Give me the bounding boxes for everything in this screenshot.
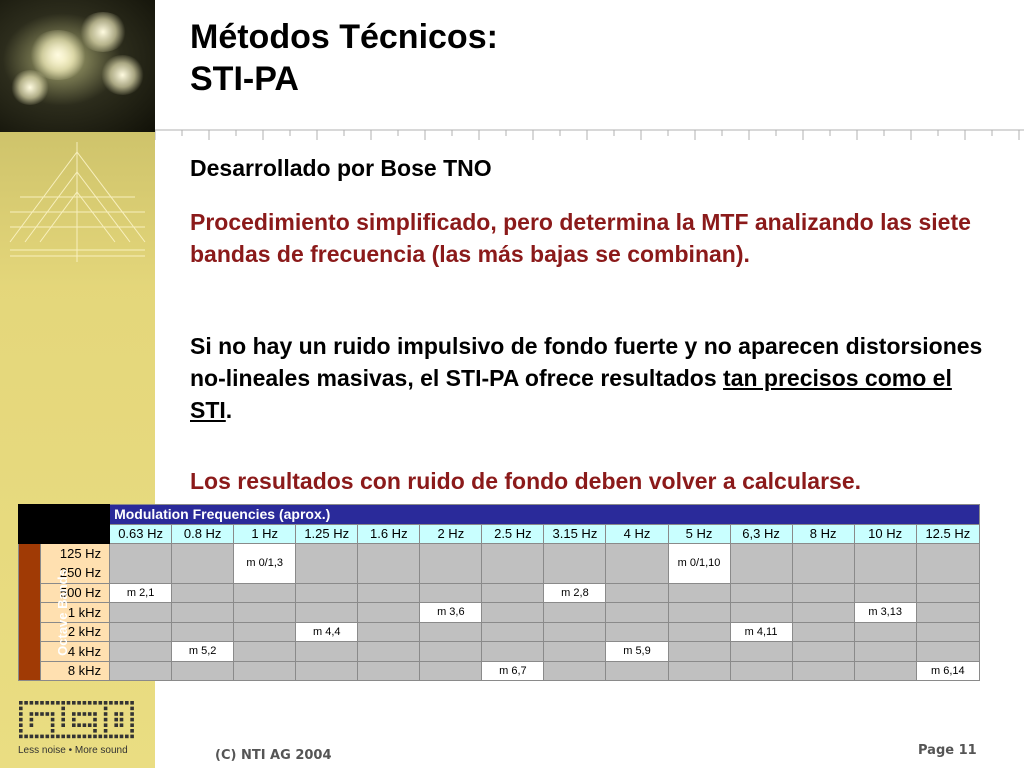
modulation-frequencies-header: Modulation Frequencies (aprox.) <box>110 505 980 525</box>
frequency-header: 3.15 Hz <box>544 524 606 544</box>
title-line-2: STI-PA <box>190 60 299 98</box>
modulation-cell-active: m 5,9 <box>606 642 668 662</box>
frequency-header: 6,3 Hz <box>730 524 792 544</box>
modulation-cell <box>296 661 358 681</box>
modulation-cell <box>296 642 358 662</box>
modulation-cell <box>234 622 296 642</box>
frequency-header: 5 Hz <box>668 524 730 544</box>
modulation-cell <box>544 603 606 623</box>
modulation-cell <box>730 661 792 681</box>
modulation-cell <box>482 544 544 584</box>
footer-copyright: (C) NTI AG 2004 <box>215 748 332 763</box>
modulation-frequency-table <box>18 504 980 681</box>
modulation-cell-active: m 6,7 <box>482 661 544 681</box>
modulation-cell <box>792 661 854 681</box>
modulation-cell <box>668 622 730 642</box>
modulation-cell <box>916 544 979 584</box>
modulation-cell <box>482 583 544 603</box>
modulation-cell <box>916 583 979 603</box>
precision-end: . <box>225 397 233 423</box>
modulation-cell <box>606 583 668 603</box>
band-label: 1 kHz <box>41 603 110 623</box>
modulation-cell <box>358 642 420 662</box>
band-label: 2 kHz <box>41 622 110 642</box>
modulation-cell <box>110 661 172 681</box>
modulation-cell <box>606 544 668 584</box>
modulation-cell <box>854 661 916 681</box>
modulation-cell <box>110 642 172 662</box>
octave-bands-label <box>19 544 70 681</box>
octave-bands-text: Octave Bands <box>54 568 70 656</box>
modulation-cell <box>854 583 916 603</box>
modulation-cell-active: m 4,11 <box>730 622 792 642</box>
modulation-cell <box>234 603 296 623</box>
title-line-1: Métodos Técnicos: <box>190 18 498 56</box>
modulation-cell <box>358 544 420 584</box>
modulation-cell <box>668 642 730 662</box>
modulation-cell <box>482 622 544 642</box>
modulation-cell <box>172 583 234 603</box>
footer-page-number: Page 11 <box>918 743 977 758</box>
modulation-cell <box>482 603 544 623</box>
decorative-photo <box>0 0 155 132</box>
modulation-cell <box>420 661 482 681</box>
modulation-cell <box>544 642 606 662</box>
precision-underlined: tan precisos como el STI <box>190 365 952 423</box>
modulation-cell <box>110 603 172 623</box>
modulation-cell <box>916 622 979 642</box>
modulation-cell <box>296 544 358 584</box>
modulation-cell <box>606 622 668 642</box>
modulation-cell <box>420 622 482 642</box>
modulation-cell <box>358 603 420 623</box>
modulation-cell <box>668 661 730 681</box>
frequency-header: 1.6 Hz <box>358 524 420 544</box>
band-label: 8 kHz <box>41 661 110 681</box>
modulation-cell <box>420 583 482 603</box>
logo-tagline: Less noise • More sound <box>18 745 128 756</box>
modulation-cell <box>172 661 234 681</box>
modulation-cell-active: m 6,14 <box>916 661 979 681</box>
modulation-cell <box>110 544 172 584</box>
modulation-cell-active: m 4,4 <box>296 622 358 642</box>
slide-title <box>190 16 498 100</box>
modulation-cell <box>916 603 979 623</box>
modulation-cell <box>172 544 234 584</box>
band-label: 500 Hz <box>41 583 110 603</box>
modulation-cell <box>358 622 420 642</box>
modulation-cell <box>606 661 668 681</box>
table-corner <box>19 505 110 544</box>
frequency-header: 1.25 Hz <box>296 524 358 544</box>
frequency-header: 2.5 Hz <box>482 524 544 544</box>
modulation-cell <box>296 583 358 603</box>
modulation-cell <box>916 642 979 662</box>
frequency-header: 12.5 Hz <box>916 524 979 544</box>
ruler-decoration <box>155 126 1024 148</box>
precision-text: Si no hay un ruido impulsivo de fondo fuerte y no aparecen distorsiones no-lineales masivas, el STI-PA ofrece resultados <box>190 333 983 391</box>
frequency-header: 10 Hz <box>854 524 916 544</box>
grid-decoration-icon <box>0 132 155 272</box>
modulation-cell <box>606 603 668 623</box>
paragraph-developer: Desarrollado por Bose TNO <box>190 155 492 181</box>
modulation-cell <box>854 622 916 642</box>
modulation-cell <box>854 642 916 662</box>
modulation-cell <box>792 642 854 662</box>
frequency-header: 2 Hz <box>420 524 482 544</box>
modulation-cell <box>110 622 172 642</box>
modulation-cell <box>854 544 916 584</box>
modulation-cell <box>544 661 606 681</box>
modulation-cell-active: m 3,6 <box>420 603 482 623</box>
modulation-cell <box>792 583 854 603</box>
modulation-cell <box>172 603 234 623</box>
modulation-cell <box>420 544 482 584</box>
modulation-cell-active: m 0/1,10 <box>668 544 730 584</box>
modulation-cell-active: m 5,2 <box>172 642 234 662</box>
frequency-header: 4 Hz <box>606 524 668 544</box>
modulation-cell <box>420 642 482 662</box>
modulation-cell <box>668 583 730 603</box>
modulation-cell-active: m 0/1,3 <box>234 544 296 584</box>
modulation-cell <box>358 661 420 681</box>
modulation-cell <box>792 544 854 584</box>
modulation-cell <box>172 622 234 642</box>
modulation-cell <box>730 603 792 623</box>
frequency-header: 0.8 Hz <box>172 524 234 544</box>
nti-logo <box>18 700 136 748</box>
modulation-cell-active: m 3,13 <box>854 603 916 623</box>
modulation-cell <box>544 622 606 642</box>
modulation-cell <box>792 603 854 623</box>
frequency-header: 8 Hz <box>792 524 854 544</box>
modulation-cell <box>296 603 358 623</box>
modulation-cell <box>730 544 792 584</box>
band-label: 4 kHz <box>41 642 110 662</box>
band-label: 125 Hz 250 Hz <box>41 544 110 584</box>
modulation-cell <box>482 642 544 662</box>
modulation-cell-active: m 2,8 <box>544 583 606 603</box>
modulation-cell <box>544 544 606 584</box>
modulation-cell <box>668 603 730 623</box>
modulation-cell <box>730 642 792 662</box>
paragraph-recalculate: Los resultados con ruido de fondo deben volver a calcularse. <box>190 468 861 494</box>
frequency-header: 1 Hz <box>234 524 296 544</box>
modulation-cell <box>730 583 792 603</box>
modulation-cell <box>358 583 420 603</box>
modulation-cell <box>234 661 296 681</box>
modulation-cell <box>234 583 296 603</box>
frequency-header: 0.63 Hz <box>110 524 172 544</box>
modulation-cell <box>792 622 854 642</box>
paragraph-precision <box>190 330 1000 426</box>
paragraph-procedure: Procedimiento simplificado, pero determina la MTF analizando las siete bandas de frecuencia (las más bajas se combinan). <box>190 209 971 267</box>
modulation-cell <box>234 642 296 662</box>
modulation-cell-active: m 2,1 <box>110 583 172 603</box>
